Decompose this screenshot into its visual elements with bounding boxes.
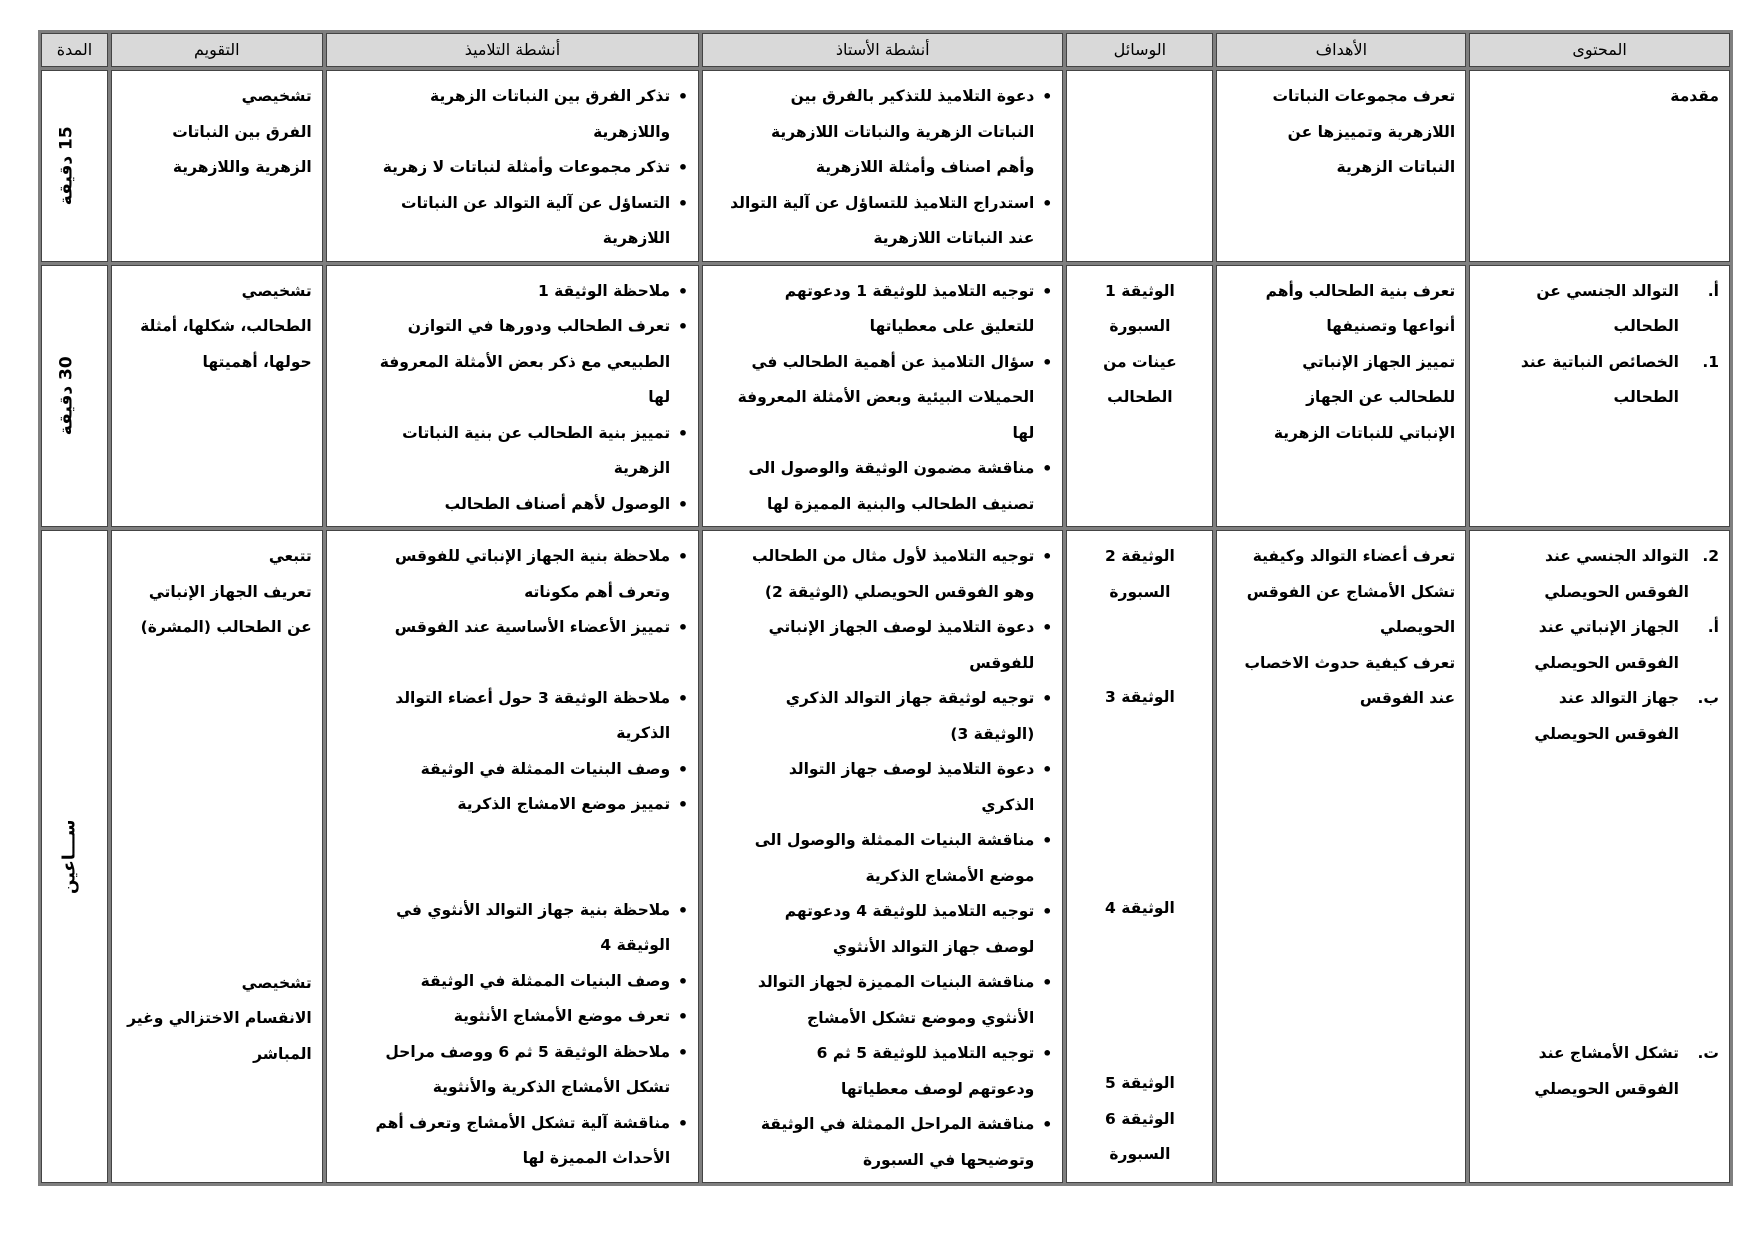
list-item: • ملاحظة بنية جهاز التوالد الأنثوي في الوثيقة 4 — [337, 893, 670, 964]
list-item: • تعرف موضع الأمشاج الأنثوية — [337, 999, 670, 1035]
objective-line: النباتات الزهرية — [1336, 158, 1456, 176]
teacher-activity-list — [713, 274, 1052, 523]
header-teacher-activities: أنشطة الأستاذ — [702, 33, 1063, 67]
content-item: ب. جهاز التوالد عند الفوقس الحويصلي — [1534, 689, 1719, 743]
tools-cell — [1066, 70, 1213, 262]
student-activity-list — [337, 274, 688, 523]
evaluation-cell: تتبعي تعريف الجهاز الإنباتي عن الطحالب (المشرة) تشخيصي الانقسام الاختزالي وغير المباشر — [111, 530, 323, 1183]
content-item: ت. تشكل الأمشاج عند الفوقس الحويصلي — [1534, 1044, 1719, 1098]
student-activity-list — [337, 681, 688, 823]
table-row — [41, 265, 1730, 528]
list-item: • تعرف الطحالب ودورها في التوازن الطبيعي مع ذكر بعض الأمثلة المعروفة لها — [337, 309, 670, 416]
list-item: • مناقشة البنيات المميزة لجهاز التوالد الأنثوي وموضع تشكل الأمشاج — [713, 965, 1034, 1036]
list-item: • توجيه لوثيقة جهاز التوالد الذكري (الوثيقة 3) — [713, 681, 1034, 752]
list-item: • دعوة التلاميذ لوصف الجهاز الإنباتي للفوقس — [713, 610, 1034, 681]
objectives-cell: تعرف بنية الطحالب وأهم أنواعها وتصنيفها تمييز الجهاز الإنباتي للطحالب عن الجهاز الإنباتي للنباتات الزهرية — [1216, 265, 1466, 528]
content-item: 1. الخصائص النباتية عند الطحالب — [1520, 352, 1719, 406]
list-item: • سؤال التلاميذ عن أهمية الطحالب في الحميلات البيئية وبعض الأمثلة المعروفة لها — [713, 345, 1034, 452]
header-student-activities: أنشطة التلاميذ — [326, 33, 699, 67]
list-item: • دعوة التلاميذ للتذكير بالفرق بين النباتات الزهرية والنباتات اللازهرية وأهم اصناف وأمثلة اللازهرية — [713, 79, 1034, 186]
list-item: • مناقشة المراحل الممثلة في الوثيقة وتوضيحها في السبورة — [713, 1107, 1034, 1178]
header-tools: الوسائل — [1066, 33, 1213, 67]
student-activity-list — [337, 893, 688, 1177]
teacher-activities-cell — [702, 265, 1063, 528]
header-content: المحتوى — [1469, 33, 1730, 67]
list-item: • توجيه التلاميذ للوثيقة 1 ودعوتهم للتعليق على معطياتها — [713, 274, 1034, 345]
teacher-activity-list — [713, 79, 1052, 257]
list-item: • توجيه التلاميذ لأول مثال من الطحالب وهو الفوقس الحويصلي (الوثيقة 2) — [713, 539, 1034, 610]
content-cell — [1469, 265, 1730, 528]
content-item: أ. الجهاز الإنباتي عند الفوقس الحويصلي — [1534, 618, 1719, 672]
lesson-plan-table — [38, 30, 1733, 1186]
duration-cell — [41, 70, 108, 262]
evaluation-cell: تشخيصي الطحالب، شكلها، أمثلة حولها، أهميتها — [111, 265, 323, 528]
objective-line: اللازهرية وتمييزها عن — [1287, 122, 1456, 141]
content-item: 2. التوالد الجنسي عند الفوقس الحويصلي — [1544, 547, 1719, 601]
list-item: • تمييز الأعضاء الأساسية عند الفوقس — [337, 610, 670, 646]
student-activity-list — [337, 79, 688, 257]
list-item: • استدراج التلاميذ للتساؤل عن آلية التوالد عند النباتات اللازهرية — [713, 186, 1034, 257]
table-row — [41, 70, 1730, 262]
list-item: • ملاحظة بنية الجهاز الإنباتي للفوقس وتعرف أهم مكوناته — [337, 539, 670, 610]
list-item: • ملاحظة الوثيقة 3 حول أعضاء التوالد الذكرية — [337, 681, 670, 752]
list-item: • مناقشة البنيات الممثلة والوصول الى موضع الأمشاج الذكرية — [713, 823, 1034, 894]
list-item: • وصف البنيات الممثلة في الوثيقة — [337, 964, 670, 1000]
list-item: • تذكر الفرق بين النباتات الزهرية واللازهرية — [337, 79, 670, 150]
content-cell — [1469, 70, 1730, 262]
content-cell — [1469, 530, 1730, 1183]
list-item: • ملاحظة الوثيقة 1 — [337, 274, 670, 310]
content-line: مقدمة — [1670, 87, 1719, 105]
list-item: • مناقشة مضمون الوثيقة والوصول الى تصنيف الطحالب والبنية المميزة لها — [713, 451, 1034, 522]
list-item: • تمييز موضع الامشاج الذكرية — [337, 787, 670, 823]
teacher-activities-cell — [702, 70, 1063, 262]
evaluation-cell: تشخيصي الفرق بين النباتات الزهرية واللازهرية — [111, 70, 323, 262]
list-item: • تذكر مجموعات وأمثلة لنباتات لا زهرية — [337, 150, 670, 186]
list-item: • توجيه التلاميذ للوثيقة 5 ثم 6 ودعوتهم لوصف معطياتها — [713, 1036, 1034, 1107]
list-item: • وصف البنيات الممثلة في الوثيقة — [337, 752, 670, 788]
list-item: • ملاحظة الوثيقة 5 ثم 6 ووصف مراحل تشكل الأمشاج الذكرية والأنثوية — [337, 1035, 670, 1106]
list-item: • التساؤل عن آلية التوالد عن النباتات اللازهرية — [337, 186, 670, 257]
list-item: • تمييز بنية الطحالب عن بنية النباتات الزهرية — [337, 416, 670, 487]
student-activities-cell — [326, 530, 699, 1183]
list-item: • الوصول لأهم أصناف الطحالب — [337, 487, 670, 523]
table-row — [41, 530, 1730, 1183]
student-activities-cell — [326, 265, 699, 528]
duration-label: 30 دقيقة — [56, 356, 77, 436]
duration-label: ســـاعين — [58, 819, 79, 894]
header-evaluation: التقويم — [111, 33, 323, 67]
teacher-activities-cell — [702, 530, 1063, 1183]
list-item: • توجيه التلاميذ للوثيقة 4 ودعوتهم لوصف جهاز التوالد الأنثوي — [713, 894, 1034, 965]
list-item: • دعوة التلاميذ لوصف جهاز التوالد الذكري — [713, 752, 1034, 823]
student-activity-list — [337, 539, 688, 646]
header-duration: المدة — [41, 33, 108, 67]
duration-cell — [41, 530, 108, 1183]
table-header-row — [41, 33, 1730, 67]
duration-label: 15 دقيقة — [56, 126, 77, 206]
duration-cell — [41, 265, 108, 528]
content-item: أ. التوالد الجنسي عن الطحالب — [1536, 281, 1719, 335]
tools-cell: الوثيقة 2 السبورة الوثيقة 3 الوثيقة 4 الوثيقة 5 الوثيقة 6 السبورة — [1066, 530, 1213, 1183]
student-activities-cell — [326, 70, 699, 262]
tools-cell: الوثيقة 1 السبورة عينات من الطحالب — [1066, 265, 1213, 528]
list-item: • مناقشة آلية تشكل الأمشاج وتعرف أهم الأحداث المميزة لها — [337, 1106, 670, 1177]
objectives-cell — [1216, 70, 1466, 262]
objective-line: تعرف مجموعات النباتات — [1272, 87, 1456, 105]
teacher-activity-list — [713, 539, 1052, 1178]
header-objectives: الأهداف — [1216, 33, 1466, 67]
objectives-cell: تعرف أعضاء التوالد وكيفية تشكل الأمشاج عن الفوقس الحويصلي تعرف كيفية حدوث الاخصاب عند الفوقس — [1216, 530, 1466, 1183]
